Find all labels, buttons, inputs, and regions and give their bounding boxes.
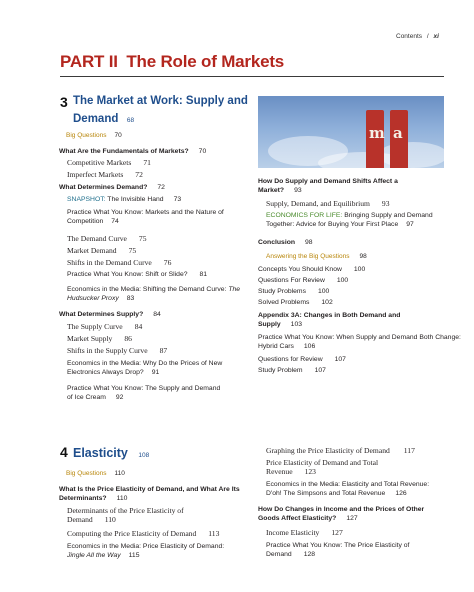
toc-entry-title-cont: Goods Affect Elasticity? [258,514,337,522]
toc-entry-title: The Supply Curve [67,322,123,331]
toc-entry[interactable] [59,148,206,157]
toc-entry-title: Questions For Review [258,277,325,284]
chapter-3-page: 68 [126,117,135,124]
toc-entry-title: Supply, Demand, and Equilibrium [266,199,370,208]
chapter-4-title-text: Elasticity [73,446,128,460]
toc-entry-title: Questions for Review [258,356,323,363]
toc-entry-title-cont: Demand [67,515,93,524]
toc-entry-title-cont: Supply [258,320,281,328]
toc-entry[interactable] [67,271,207,280]
part-rule [60,76,444,77]
toc-entry-title: Imperfect Markets [67,170,124,179]
toc-entry[interactable] [67,506,184,524]
toc-entry-title: Practice What You Know: The Supply and Demand [67,385,221,392]
toc-entry-title-cont: Electronics Always Drop? [67,368,144,376]
toc-entry-page: 75 [138,234,147,243]
toc-entry-page: 86 [124,334,132,343]
toc-entry[interactable] [67,346,167,355]
toc-entry[interactable] [266,481,429,499]
part-title [60,52,284,72]
sign-letter-a: a [393,124,403,142]
toc-entry-title: Practice What You Know: When Supply and Demand Both Change: [258,334,461,341]
toc-entry[interactable] [59,486,240,503]
toc-entry[interactable] [258,178,398,195]
toc-entry[interactable] [258,506,424,523]
toc-entry-title: Determinants of the Price Elasticity of [67,506,184,515]
toc-entry-page: 76 [163,258,172,267]
chapter-4-title[interactable] [73,444,149,462]
part-label: PART II [60,52,118,71]
toc-entry-page: 73 [173,196,182,203]
toc-entry-page: 102 [321,299,333,306]
toc-entry-title: Market Supply [67,334,113,343]
part-name: The Role of Markets [126,52,285,71]
toc-entry-title: Graphing the Price Elasticity of Demand [266,446,390,455]
toc-entry-title: Bringing Supply and Demand [344,212,433,219]
toc-entry-title: How Do Supply and Demand Shifts Affect a [258,178,398,185]
toc-entry-title: What Are the Fundamentals of Markets? [59,148,189,155]
toc-entry-page: 91 [151,368,160,376]
header-separator: / [426,33,429,40]
toc-entry-title: Answering the Big Questions [266,253,350,260]
toc-entry[interactable] [67,334,132,343]
toc-entry-page: 107 [314,367,326,374]
toc-entry[interactable] [258,266,365,275]
toc-entry[interactable] [67,322,142,331]
toc-entry-title-cont: of Ice Cream [67,393,106,401]
toc-entry-title-cont: Market? [258,186,285,194]
toc-entry-title: Economics in the Media: Shifting the Demand Curve: [67,286,227,293]
toc-entry-page: 92 [115,393,124,401]
toc-entry-title: The Invisible Hand [107,196,164,203]
toc-entry-page: 74 [111,217,119,225]
toc-entry-title: Economics in the Media: Elasticity and Total Revenue: [266,481,430,488]
toc-entry[interactable] [266,458,378,476]
running-header [396,33,439,40]
chapter-3-title-line1[interactable]: The Market at Work: Supply and [73,95,248,107]
chapter-4-number: 4 [60,444,68,460]
toc-entry-title: Economics in the Media: Price Elasticity of Demand: [67,543,225,550]
toc-entry-title: What Determines Demand? [59,184,148,191]
toc-entry[interactable] [258,312,400,329]
chapter-3-number: 3 [60,94,68,110]
header-contents: Contents [396,33,423,40]
toc-entry[interactable] [59,184,165,193]
chapter-4-page: 108 [138,452,150,459]
ch3-big-questions[interactable] [66,132,122,139]
toc-entry-page: 98 [359,253,367,260]
toc-entry[interactable] [258,356,346,365]
toc-entry-page: 87 [159,346,168,355]
toc-entry-title: Income Elasticity [266,528,320,537]
toc-entry[interactable] [67,529,219,538]
toc-entry-title: Solved Problems [258,299,310,306]
toc-entry[interactable] [67,258,171,267]
toc-entry-page: 98 [305,239,313,246]
toc-entry[interactable] [266,528,343,537]
toc-entry-title-cont: Determinants? [59,494,107,502]
toc-entry-page: 100 [317,288,330,295]
chapter-3-title-demand: Demand [73,113,119,125]
toc-entry-title: What Is the Price Elasticity of Demand, and What Are Its [59,486,240,493]
toc-entry-page: 127 [346,514,358,522]
ch3-big-questions-page: 70 [114,132,122,139]
toc-entry-page: 110 [116,494,128,502]
toc-entry-title: What Determines Supply? [59,311,144,318]
toc-entry[interactable] [67,170,143,179]
toc-entry-title: Shifts in the Supply Curve [67,346,148,355]
toc-entry-title: Practice What You Know: The Price Elasticity of [266,542,410,549]
toc-entry-page: 71 [143,158,151,167]
toc-entry[interactable] [67,209,224,227]
toc-entry[interactable] [266,446,415,455]
toc-entry-page: 97 [406,220,414,228]
toc-entry-title: Market Demand [67,246,117,255]
toc-entry-page: 72 [157,184,165,191]
toc-entry[interactable] [258,299,333,308]
toc-entry-title-cont: D'oh! The Simpsons and Total Revenue [266,489,386,497]
toc-entry-title-italic-cont: Hudsucker Proxy [67,294,119,302]
toc-entry-title-italic: The [228,286,241,293]
toc-entry-page: 84 [134,322,143,331]
toc-entry-page: 93 [381,199,390,208]
toc-entry-page: 103 [290,320,303,328]
toc-entry-page: 100 [353,266,366,273]
toc-entry[interactable] [59,311,161,320]
toc-entry-title: How Do Changes in Income and the Prices of Other [258,506,425,513]
chapter-photo [258,96,444,168]
chapter-3-title-line2[interactable] [73,109,134,127]
toc-entry-page: 106 [303,342,316,350]
toc-entry[interactable] [67,158,151,167]
toc-entry[interactable] [266,199,390,208]
toc-entry-title: The Demand Curve [67,234,127,243]
toc-entry-page: 126 [395,489,407,497]
header-page-number: xi [433,33,439,40]
toc-entry-title-cont: Hybrid Cars [258,342,294,350]
toc-entry[interactable] [266,253,367,260]
toc-entry-title: Practice What You Know: Markets and the Nature of [67,209,224,216]
toc-entry-title: Competitive Markets [67,158,132,167]
toc-entry-title: Economics in the Media: Why Do the Prices of New [67,360,223,367]
toc-entry-page: 123 [304,467,316,476]
toc-entry[interactable] [258,288,329,297]
toc-entry-page: 107 [334,356,346,363]
toc-entry-page: 84 [153,311,161,318]
toc-entry[interactable] [67,385,220,403]
toc-entry-title-cont: Demand [266,550,292,558]
toc-entry-title: Conclusion [258,239,296,246]
toc-entry-page: 128 [303,550,316,558]
toc-entry-page: 70 [198,148,207,155]
toc-entry-title: Price Elasticity of Demand and Total [266,458,379,467]
toc-entry-page: 110 [104,515,116,524]
ch4-big-questions-label: Big Questions [66,470,107,477]
ch4-big-questions[interactable] [66,470,125,477]
toc-entry-page: 117 [403,446,415,455]
toc-entry[interactable] [67,360,222,378]
toc-entry-label: ECONOMICS FOR LIFE: [266,212,343,219]
ch4-big-questions-page: 110 [114,470,125,477]
toc-entry-page: 127 [331,528,343,537]
toc-entry-title-cont: Competition [67,217,104,225]
toc-entry-title: Computing the Price Elasticity of Demand [67,529,197,538]
toc-entry-snapshot[interactable] [67,196,181,203]
toc-entry[interactable] [67,543,224,561]
toc-entry[interactable] [258,367,326,376]
toc-entry[interactable] [258,334,461,352]
toc-entry-title-italic: Jingle All the Way [67,551,121,559]
toc-entry-page: 113 [208,529,220,538]
toc-entry-title: Shifts in the Demand Curve [67,258,152,267]
toc-entry-page: 93 [294,186,302,194]
toc-entry[interactable] [258,277,348,286]
toc-entry[interactable] [258,239,313,248]
toc-entry-page: 81 [199,271,208,278]
toc-entry-label: SNAPSHOT: [67,196,106,203]
toc-entry[interactable] [266,542,409,560]
toc-entry-page: 72 [135,170,143,179]
toc-entry[interactable] [67,234,146,243]
toc-entry[interactable] [67,286,240,304]
toc-entry-title: Appendix 3A: Changes in Both Demand and [258,312,401,319]
toc-entry-title: Concepts You Should Know [258,266,342,273]
toc-entry-economics-for-life[interactable] [266,212,433,230]
toc-entry-title-cont: Together: Advice for Buying Your First Place [266,220,399,228]
toc-entry-page: 100 [336,277,349,284]
toc-entry[interactable] [67,246,136,255]
toc-entry-page: 75 [128,246,137,255]
sign-letter-m: m [369,124,385,142]
toc-entry-page: 115 [128,551,140,559]
toc-entry-title-cont: Revenue [266,467,293,476]
toc-entry-title: Practice What You Know: Shift or Slide? [67,271,188,278]
toc-entry-title: Study Problems [258,288,306,295]
ch3-big-questions-label: Big Questions [66,132,107,139]
toc-entry-title: Study Problem [258,367,303,374]
toc-entry-page: 83 [126,294,135,302]
